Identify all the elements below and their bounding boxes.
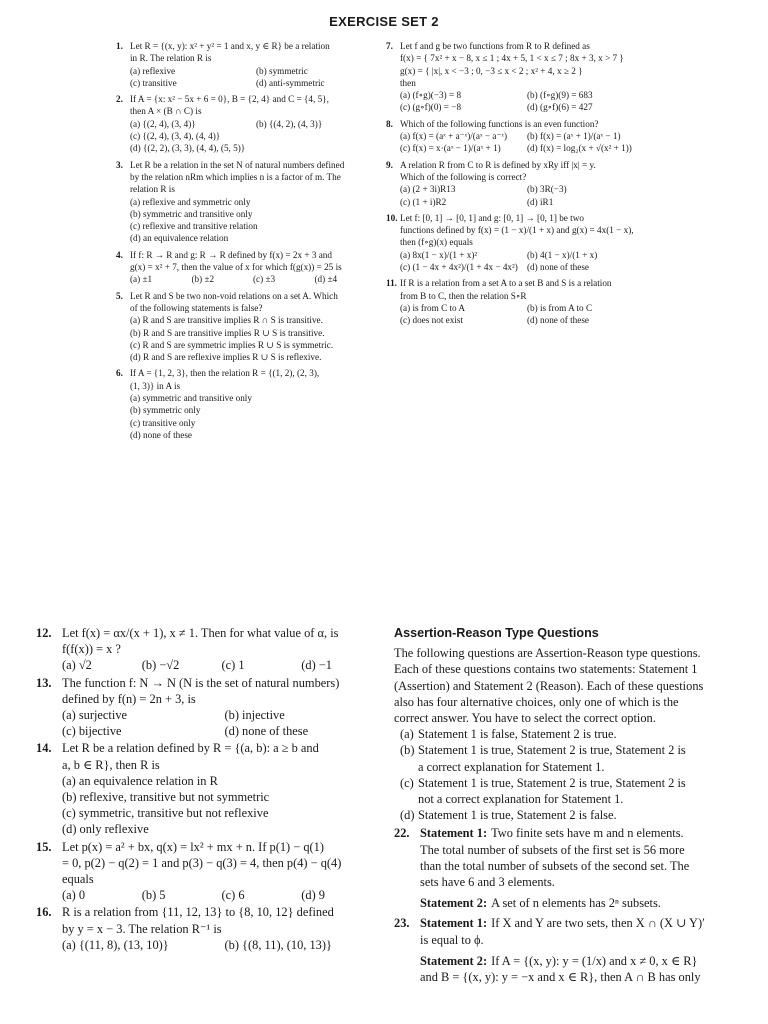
option: (d) anti-symmetric (256, 77, 325, 88)
choice-text: a correct explanation for Statement 1. (418, 759, 605, 774)
intro-line: correct answer. You have to select the correct option. (394, 711, 656, 726)
option: (a) is from C to A (400, 302, 466, 313)
options (130, 196, 376, 245)
choice-label: (a) (400, 727, 414, 742)
question-number: 10. (386, 212, 398, 223)
question-number: 9. (386, 159, 393, 170)
option: (b) R and S are transitive implies R ∪ S is transitive. (130, 327, 325, 338)
option: (b) ±2 (191, 274, 215, 285)
question-text: g(x) = x² + 7, then the value of x for which f(g(x)) = 25 is (130, 262, 342, 273)
question-text: defined by f(n) = 2n + 3, is (62, 691, 196, 706)
statement-2-text: A set of n elements has 2ⁿ subsets. (491, 896, 661, 911)
options (130, 314, 376, 363)
question-14 (36, 740, 381, 837)
question-2 (116, 93, 376, 154)
choice-label: (b) (400, 743, 415, 758)
question-3 (116, 159, 376, 245)
option: (c) {(2, 4), (3, 4), (4, 4)} (130, 131, 221, 142)
option: (b) symmetric only (130, 405, 201, 416)
option: (c) (1 + i)R2 (400, 196, 447, 207)
intro-line: The following questions are Assertion-Reason type questions. (394, 646, 701, 661)
question-text: (1, 3)} in A is (130, 380, 181, 391)
question-text: f(x) = { 7x² + x − 8, x ≤ 1 ; 4x + 5, 1 < x ≤ 7 ; 8x + 3, x > 7 } (400, 53, 624, 64)
option: (b) is from A to C (527, 302, 593, 313)
question-text: The function f: N → N (N is the set of natural numbers) (62, 675, 340, 690)
option: (c) does not exist (400, 315, 464, 326)
option: (c) ±3 (253, 274, 276, 285)
question-text: Let f: [0, 1] → [0, 1] and g: [0, 1] → [0, 1] be two (400, 212, 584, 223)
option: (b) 3R(−3) (527, 184, 567, 195)
option: (c) 6 (221, 888, 245, 903)
option: (d) R and S are reflexive implies R ∪ S is reflexive. (130, 352, 322, 363)
option: (b) f(x) = (aˣ + 1)/(aˣ − 1) (527, 131, 621, 142)
question-text: relation R is (130, 184, 175, 195)
statement-2-text: and B = {(x, y): y = −x and x ∈ R}, then A ∩ B has only (420, 970, 701, 985)
option: (b) {(8, 11), (10, 13)} (224, 937, 332, 952)
option: (c) bijective (62, 724, 122, 739)
answer-choices (394, 726, 734, 823)
options (62, 707, 381, 739)
choice-text: not a correct explanation for Statement 1. (418, 792, 624, 807)
question-text: by y = x − 3. The relation R⁻¹ is (62, 921, 222, 936)
question-5 (116, 290, 376, 364)
question-text: = 0, p(2) − q(2) = 1 and p(3) − q(3) = 4, then p(4) − q(4) (62, 855, 342, 870)
statement-1-text: The total number of subsets of the first set is 56 more (420, 842, 685, 857)
column-2 (386, 40, 648, 331)
section-intro (394, 645, 734, 726)
assertion-question (394, 825, 734, 911)
question-22 (394, 825, 734, 911)
question-number: 23. (394, 916, 410, 931)
option: (c) symmetric, transitive but not reflexive (62, 806, 269, 821)
choice-label: (c) (400, 775, 414, 790)
question-number: 6. (116, 368, 123, 379)
option: (b) symmetric (256, 65, 308, 76)
options (400, 89, 648, 114)
question-text: If A = {x: x² − 5x + 6 = 0}, B = {2, 4} and C = {4, 5}, (130, 94, 329, 105)
statement-2-text: If A = {(x, y): y = (1/x) and x ≠ 0, x ∈ R} (491, 953, 698, 968)
statement-1-text: than the total number of subsets of the second set. The (420, 858, 690, 873)
section-heading: Assertion-Reason Type Questions (394, 626, 599, 640)
question-23 (394, 915, 734, 985)
intro-line: also has four alternative choices, only one of which is the (394, 694, 679, 709)
statement-1-text: If X and Y are two sets, then X ∩ (X ∪ Y)′ (491, 916, 705, 931)
question-16 (36, 904, 381, 953)
option: (c) (1 − 4x + 4x²)/(1 + 4x − 4x²) (400, 262, 518, 273)
question-number: 4. (116, 249, 123, 260)
page-title: EXERCISE SET 2 (329, 14, 439, 29)
option: (a) surjective (62, 708, 128, 723)
choice-text: Statement 1 is true, Statement 2 is true, Statement 2 is (418, 743, 686, 758)
option: (a) {(2, 4), (3, 4)} (130, 118, 196, 129)
choice-label: (d) (400, 808, 415, 823)
question-text: Let R = {(x, y): x² + y² = 1 and x, y ∈ R} be a relation (130, 41, 330, 51)
question-10 (386, 212, 648, 273)
question-number: 2. (116, 94, 123, 105)
option: (d) only reflexive (62, 822, 149, 837)
options (130, 273, 376, 285)
option: (c) reflexive and transitive relation (130, 221, 258, 232)
column-3 (36, 625, 381, 954)
options (62, 657, 381, 673)
option: (c) (g∘f)(0) = −8 (400, 102, 462, 113)
question-text: Let f(x) = αx/(x + 1), x ≠ 1. Then for what value of α, is (62, 626, 339, 640)
statement-1-label: Statement 1: (420, 916, 488, 931)
question-text: Let f and g be two functions from R to R defined as (400, 41, 590, 51)
option: (b) injective (224, 708, 285, 723)
question-text: Let R be a relation in the set N of natural numbers defined (130, 159, 345, 170)
option: (c) R and S are symmetric implies R ∪ S is symmetric. (130, 339, 334, 350)
option: (a) (f∘g)(−3) = 8 (400, 90, 462, 101)
option: (b) (f∘g)(9) = 683 (527, 90, 593, 101)
statement-1-text: is equal to ϕ. (420, 932, 484, 947)
question-text: g(x) = { |x|, x < −3 ; 0, −3 ≤ x < 2 ; x² + 4, x ≥ 2 } (400, 65, 583, 76)
options (400, 249, 648, 274)
question-number: 16. (36, 905, 52, 920)
statement-2-label: Statement 2: (420, 896, 488, 911)
option: (a) reflexive and symmetric only (130, 196, 251, 207)
question-number: 14. (36, 741, 52, 756)
question-text: If A = {1, 2, 3}, then the relation R = {(1, 2), (2, 3), (130, 368, 320, 379)
question-number: 11. (386, 278, 397, 289)
options (62, 937, 381, 953)
spacer (420, 948, 734, 953)
option: (a) {(11, 8), (13, 10)} (62, 937, 169, 952)
choice-d (394, 807, 734, 823)
option: (c) transitive only (130, 417, 196, 428)
question-text: a, b ∈ R}, then R is (62, 757, 160, 772)
question-text: Let R be a relation defined by R = {(a, b): a ≥ b and (62, 741, 319, 756)
option: (d) an equivalence relation (130, 233, 229, 244)
choice-text: Statement 1 is true, Statement 2 is true, Statement 2 is (418, 775, 686, 790)
choice-b (394, 742, 734, 774)
question-text: If f: R → R and g: R → R defined by f(x) = 2x + 3 and (130, 249, 332, 260)
option: (b) {(4, 2), (4, 3)} (256, 118, 323, 129)
option: (d) 9 (301, 888, 325, 903)
option: (d) −1 (301, 658, 332, 673)
option: (a) R and S are transitive implies R ∩ S is transitive. (130, 315, 323, 326)
choice-text: Statement 1 is false, Statement 2 is true. (418, 727, 617, 742)
question-text: functions defined by f(x) = (1 − x)/(1 + x) and g(x) = 4x(1 − x), (400, 225, 634, 236)
option: (b) symmetric and transitive only (130, 208, 253, 219)
question-text: then (f∘g)(x) equals (400, 237, 473, 248)
question-text: from B to C, then the relation S∘R (400, 290, 527, 301)
option: (b) −√2 (141, 658, 180, 673)
question-4 (116, 249, 376, 286)
question-text: of the following statements is false? (130, 302, 263, 313)
question-text: Which of the following functions is an even function? (400, 118, 599, 129)
question-text: A relation R from C to R is defined by xRy iff |x| = y. (400, 159, 596, 170)
option: (a) reflexive (130, 65, 176, 76)
question-1 (116, 40, 376, 89)
options (400, 130, 648, 155)
option: (d) f(x) = log₂(x + √(x² + 1)) (527, 143, 632, 154)
column-1 (116, 40, 376, 445)
option: (a) f(x) = (aˣ + a⁻ˣ)/(aˣ − a⁻ˣ) (400, 131, 508, 142)
question-15 (36, 839, 381, 904)
question-number: 13. (36, 675, 52, 690)
option: (c) f(x) = x·(aˣ − 1)/(aˣ + 1) (400, 143, 501, 154)
assertion-question (394, 915, 734, 985)
question-12 (36, 625, 381, 674)
statement-1-text: sets have 6 and 3 elements. (420, 875, 555, 890)
question-text: Let p(x) = a² + bx, q(x) = lx² + mx + n. If p(1) − q(1) (62, 839, 325, 854)
question-text: in R. The relation R is (130, 53, 212, 64)
question-8 (386, 118, 648, 155)
option: (d) none of these (224, 724, 309, 739)
spacer (420, 890, 734, 895)
option: (d) none of these (527, 262, 589, 273)
option: (d) {(2, 2), (3, 3), (4, 4), (5, 5)} (130, 143, 246, 154)
option: (a) √2 (62, 658, 92, 673)
options (400, 302, 648, 327)
option: (a) (2 + 3i)R13 (400, 184, 456, 195)
options-extra (130, 130, 376, 155)
option: (d) none of these (527, 315, 589, 326)
option: (d) none of these (130, 429, 192, 440)
assertion-reason-section (394, 625, 734, 985)
question-11 (386, 277, 648, 326)
statement-1-label: Statement 1: (420, 826, 488, 841)
option: (c) transitive (130, 77, 177, 88)
option: (d) iR1 (527, 196, 554, 207)
option: (b) 5 (141, 888, 166, 903)
option: (a) an equivalence relation in R (62, 773, 218, 788)
options (62, 773, 381, 838)
option: (d) ±4 (314, 274, 338, 285)
question-9 (386, 159, 648, 208)
question-text: by the relation nRm which implies n is a factor of m. The (130, 171, 341, 182)
option: (a) 0 (62, 888, 86, 903)
question-text: equals (62, 872, 94, 887)
question-6 (116, 367, 376, 441)
option: (d) (g∘f)(6) = 427 (527, 102, 593, 113)
option: (a) ±1 (130, 274, 153, 285)
question-number: 7. (386, 41, 393, 51)
question-number: 8. (386, 118, 393, 129)
question-number: 5. (116, 290, 123, 301)
options (62, 887, 381, 903)
options (130, 392, 376, 441)
question-13 (36, 675, 381, 740)
choice-text: Statement 1 is true, Statement 2 is false. (418, 808, 617, 823)
option: (b) 4(1 − x)/(1 + x) (527, 249, 598, 260)
question-text: f(f(x)) = x ? (62, 642, 121, 657)
options (400, 183, 648, 208)
option: (b) reflexive, transitive but not symmetric (62, 790, 270, 805)
choice-c (394, 775, 734, 807)
question-number: 12. (36, 626, 52, 640)
question-number: 15. (36, 839, 52, 854)
intro-line: (Assertion) and Statement 2 (Reason). Each of these questions (394, 678, 704, 693)
options (130, 65, 376, 90)
option: (a) symmetric and transitive only (130, 393, 252, 404)
choice-a (394, 726, 734, 742)
option: (c) 1 (221, 658, 245, 673)
options (130, 118, 376, 130)
question-number: 22. (394, 826, 410, 841)
question-text: then (400, 77, 416, 88)
statement-2-label: Statement 2: (420, 953, 488, 968)
question-text: Let R and S be two non-void relations on a set A. Which (130, 290, 338, 301)
question-text: R is a relation from {11, 12, 13} to {8, 10, 12} defined (62, 905, 334, 920)
option: (a) 8x(1 − x)/(1 + x)² (400, 249, 478, 260)
question-number: 1. (116, 41, 123, 51)
question-text: Which of the following is correct? (400, 171, 527, 182)
intro-line: Each of these questions contains two statements: Statement 1 (394, 662, 698, 677)
question-text: then A × (B ∩ C) is (130, 106, 202, 117)
statement-1-text: Two finite sets have m and n elements. (491, 826, 684, 841)
question-7 (386, 40, 648, 114)
question-number: 3. (116, 159, 123, 170)
question-text: If R is a relation from a set A to a set B and S is a relation (400, 278, 612, 289)
